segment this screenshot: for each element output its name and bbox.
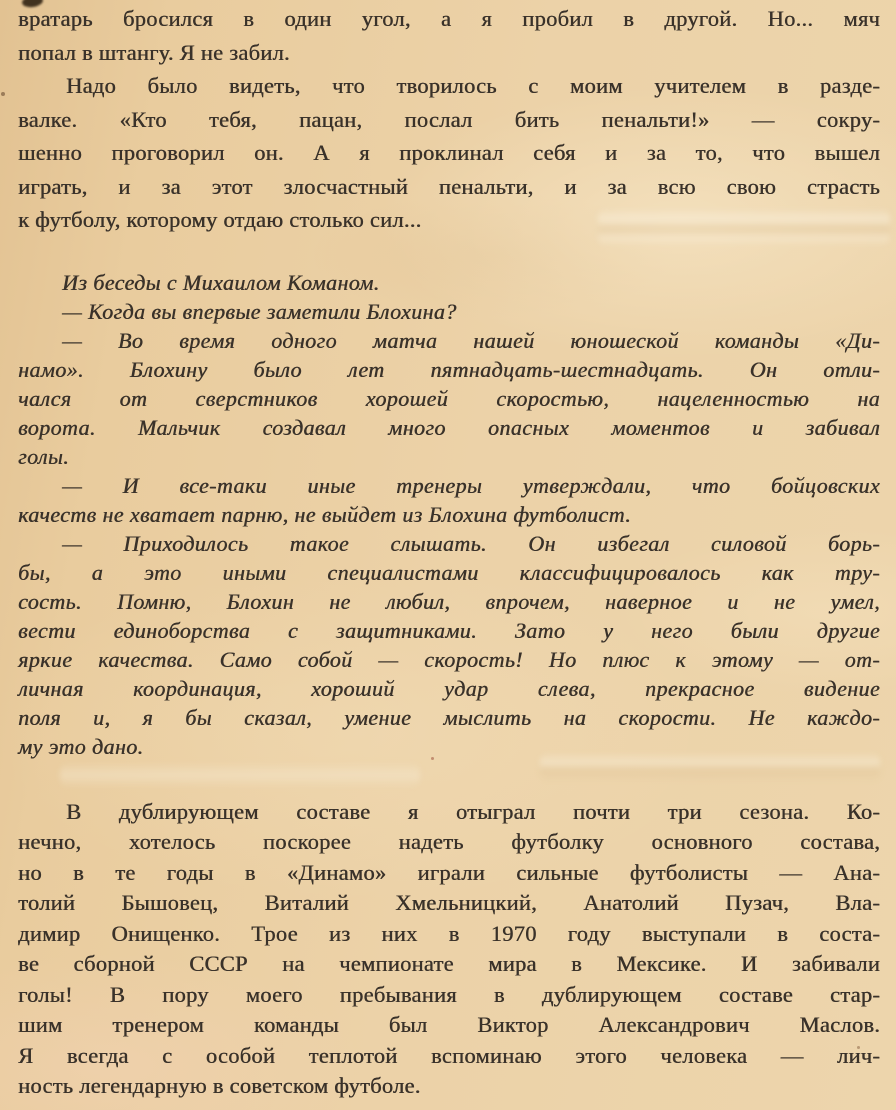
text-line: чался от сверстников хорошей скоростью, нацеленностью на — [18, 385, 880, 411]
text-line: личная координация, хороший удар слева, прекрасное видение — [18, 675, 880, 701]
text-line: — Во время одного матча нашей юношеской команды «Ди- — [62, 327, 880, 353]
text-line: ность легендарную в советском футболе. — [18, 1073, 421, 1098]
text-line: шенно проговорил он. А я проклинал себя и за то, что вышел — [18, 140, 880, 165]
paragraph-block-2 — [18, 268, 880, 761]
text-line: играть, и за этот злосчастный пенальти, и за всю свою страсть — [18, 173, 880, 199]
page-text-column — [18, 0, 880, 1102]
text-line: нечно, хотелось поскорее надеть футболку основного состава, — [18, 829, 880, 854]
text-line: му это дано. — [18, 733, 144, 759]
text-line: — И все-таки иные тренеры утверждали, что бойцовских — [62, 472, 880, 498]
text-line: димир Онищенко. Трое из них в 1970 году выступали в соста- — [18, 920, 880, 946]
text-line: Я всегда с особой теплотой вспоминаю этого человека — лич- — [18, 1042, 880, 1068]
text-line: голы! В пору моего пребывания в дублирующем составе стар- — [18, 981, 880, 1007]
text-line: валке. «Кто тебя, пацан, послал бить пенальти!» — сокру- — [18, 106, 880, 132]
text-line: толий Бышовец, Виталий Хмельницкий, Анатолий Пузач, Вла- — [18, 890, 880, 915]
text-line: Надо было видеть, что творилось с моим учителем в разде- — [66, 73, 880, 98]
text-line: ве сборной СССР на чемпионате мира в Мексике. И забивали — [18, 951, 880, 976]
text-line: Из беседы с Михаилом Команом. — [62, 269, 380, 295]
text-line: — Когда вы впервые заметили Блохина? — [62, 298, 457, 324]
text-line: качеств не хватает парню, не выйдет из Блохина футболист. — [18, 501, 632, 527]
paragraph-block-1 — [18, 2, 880, 237]
text-line: вести единоборства с защитниками. Зато у него были другие — [18, 617, 880, 643]
text-line: попал в штангу. Я не забил. — [18, 39, 290, 65]
text-line: бы, а это иными специалистами классифицировалось как тру- — [18, 559, 880, 585]
paper-speck — [1, 92, 5, 96]
text-line: поля и, я бы сказал, умение мыслить на скорости. Не каждо- — [18, 704, 880, 730]
paragraph-block-3 — [18, 797, 880, 1102]
text-line: — Приходилось такое слышать. Он избегал силовой борь- — [62, 530, 880, 556]
text-line: голы. — [18, 443, 70, 469]
text-line: ворота. Мальчик создавал много опасных моментов и забивал — [18, 414, 880, 440]
text-line: к футболу, которому отдаю столько сил... — [18, 207, 422, 232]
text-line: яркие качества. Само собой — скорость! Но плюс к этому — от- — [18, 646, 880, 672]
text-line: намо». Блохину было лет пятнадцать-шестнадцать. Он отли- — [18, 356, 880, 382]
text-line: но в те годы в «Динамо» играли сильные футболисты — Ана- — [18, 859, 880, 885]
text-line: В дублирующем составе я отыграл почти три сезона. Ко- — [66, 798, 880, 824]
text-line: вратарь бросился в один угол, а я пробил в другой. Но... мяч — [18, 6, 880, 31]
text-line: шим тренером команды был Виктор Александрович Маслов. — [18, 1012, 880, 1037]
text-line: сость. Помню, Блохин не любил, впрочем, наверное и не умел, — [18, 588, 880, 614]
